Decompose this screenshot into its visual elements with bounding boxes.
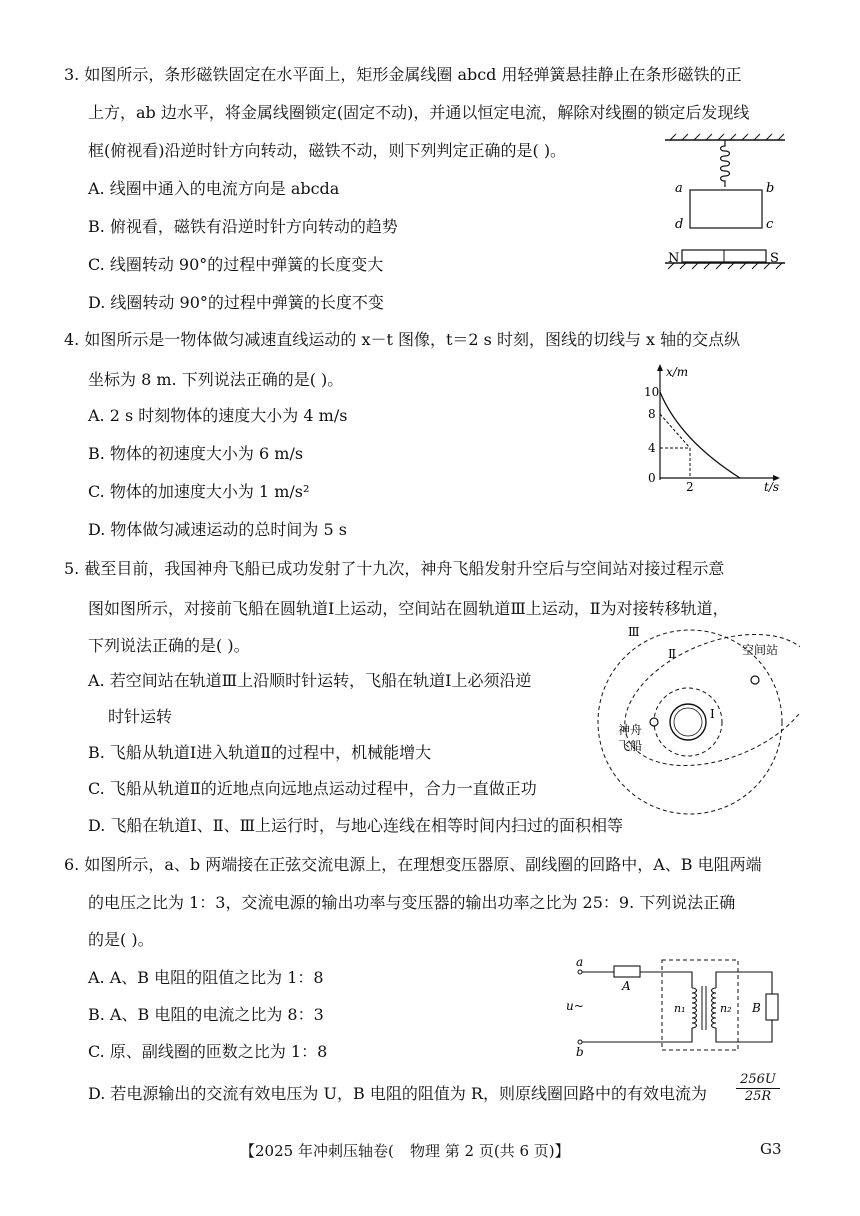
q6-fig-label-u: u~ [566,999,584,1013]
q4-option-c: C. 物体的加速度大小为 1 m/s² [88,482,310,501]
q6-fig-label-n1: n₁ [674,1002,686,1015]
q4-fig-ylabel: x/m [666,365,689,379]
q5-fig-orbit-3 [598,630,782,814]
q6-line1: 6. 如图所示，a、b 两端接在正弦交流电源上，在理想变压器原、副线圈的回路中，A、B 电阻两端 [64,855,762,874]
q5-fig-label-orbit2: Ⅱ [668,647,677,661]
q5-fig-station-dot [751,676,759,684]
q6-fig-label-a: a [576,955,584,969]
q6-line2: 的电压之比为 1：3，交流电源的输出功率与变压器的输出功率之比为 25：9. 下列说法正确 [88,893,736,912]
q4-fig-tick-8: 8 [648,407,656,421]
q4-line2: 坐标为 8 m. 下列说法正确的是( )。 [88,370,344,389]
q3-option-c: C. 线圈转动 90°的过程中弹簧的长度变大 [88,255,384,274]
q5-line1: 5. 截至目前，我国神舟飞船已成功发射了十九次，神舟飞船发射升空后与空间站对接过程示意 [64,559,725,578]
q3-line2: 上方，ab 边水平，将金属线圈锁定(固定不动)，并通以恒定电流，解除对线圈的锁定后发现线 [88,103,750,122]
q6-option-d: D. 若电源输出的交流有效电压为 U，B 电阻的阻值为 R，则原线圈回路中的有效电流为 [88,1084,707,1103]
q3-fig-label-c: c [766,217,774,232]
q6-fraction-denominator: 25R [744,1089,772,1104]
footer-code: G3 [760,1140,782,1158]
q6-fig-resistor-a [614,966,640,977]
q4-option-b: B. 物体的初速度大小为 6 m/s [88,444,304,463]
q4-option-a: A. 2 s 时刻物体的速度大小为 4 m/s [88,406,348,425]
q3-fig-label-n: N [668,251,680,266]
q4-line1: 4. 如图所示是一物体做匀减速直线运动的 x－t 图像，t＝2 s 时刻，图线的切线与 x 轴的交点纵 [64,330,741,349]
q4-figure-xt-graph [640,360,790,494]
q5-option-a-line2: 时针运转 [108,707,173,726]
q6-fig-label-resistor-a: A [622,979,631,993]
q6-line3: 的是( )。 [88,930,154,949]
q5-fig-earth [670,704,706,740]
footer-page-info: 物理 第 2 页(共 6 页)】 [410,1142,570,1160]
q6-option-c: C. 原、副线圈的匝数之比为 1：8 [88,1042,328,1061]
q6-fraction [736,1072,780,1105]
q3-line3: 框(俯视看)沿逆时针方向转动，磁铁不动，则下列判定正确的是( )。 [88,141,567,160]
q6-fig-label-resistor-b: B [752,1001,761,1015]
q5-fig-label-station: 空间站 [742,643,779,657]
q5-fig-label-ship2: 飞船 [618,739,643,753]
q6-fig-label-n2: n₂ [720,1002,732,1015]
q5-option-c: C. 飞船从轨道Ⅱ的近地点向远地点运动过程中，合力一直做正功 [88,779,537,798]
footer-exam-title: 【2025 年冲刺压轴卷( [240,1142,394,1160]
q6-fig-secondary-coil [712,988,717,1028]
q5-line2: 图如图所示，对接前飞船在圆轨道Ⅰ上运动，空间站在圆轨道Ⅲ上运动，Ⅱ为对接转移轨道， [88,599,729,618]
q5-fig-label-ship1: 神舟 [618,723,643,737]
q3-line1: 3. 如图所示，条形磁铁固定在水平面上，矩形金属线圈 abcd 用轻弹簧悬挂静止在条形磁铁的正 [64,65,742,84]
q6-figure-transformer-circuit [566,952,790,1058]
q3-fig-label-s: S [770,251,779,266]
q5-option-a-line1: A. 若空间站在轨道Ⅲ上沿顺时针运转，飞船在轨道Ⅰ上必须沿逆 [88,671,532,690]
q6-fraction-numerator: 256U [736,1072,780,1089]
q4-fig-tick-0: 0 [648,471,656,485]
q5-option-d: D. 飞船在轨道Ⅰ、Ⅱ、Ⅲ上运行时，与地心连线在相等时间内扫过的面积相等 [88,816,624,835]
q3-fig-label-b: b [766,181,775,196]
q4-fig-tick-10: 10 [644,385,660,399]
q6-fig-resistor-b [766,994,778,1020]
q4-fig-curve [660,392,740,478]
q4-fig-tick-4: 4 [648,441,656,455]
q3-fig-label-a: a [675,181,683,196]
q3-option-d: D. 线圈转动 90°的过程中弹簧的长度不变 [88,293,384,312]
q4-option-d: D. 物体做匀减速运动的总时间为 5 s [88,520,347,539]
q5-fig-label-orbit1: Ⅰ [710,707,715,721]
q6-option-b: B. A、B 电阻的电流之比为 8：3 [88,1005,324,1024]
q5-fig-label-orbit3: Ⅲ [628,625,640,639]
q5-fig-ship-dot [650,718,658,726]
q5-figure-orbits [590,622,800,822]
q5-line3: 下列说法正确的是( )。 [88,636,250,655]
q6-fig-label-b: b [576,1045,584,1058]
q3-option-a: A. 线圈中通入的电流方向是 abcda [88,179,340,198]
q4-fig-xlabel: t/s [764,480,780,494]
q3-option-b: B. 俯视看，磁铁有沿逆时针方向转动的趋势 [88,217,398,236]
q4-fig-tick-2: 2 [686,480,694,494]
q6-fig-primary-coil [692,988,697,1028]
q3-fig-label-d: d [675,217,684,232]
q5-fig-orbit-1 [654,688,722,756]
q3-figure-magnet-coil [660,132,790,277]
q6-option-a: A. A、B 电阻的阻值之比为 1：8 [88,968,324,987]
q5-option-b: B. 飞船从轨道Ⅰ进入轨道Ⅱ的过程中，机械能增大 [88,743,432,762]
